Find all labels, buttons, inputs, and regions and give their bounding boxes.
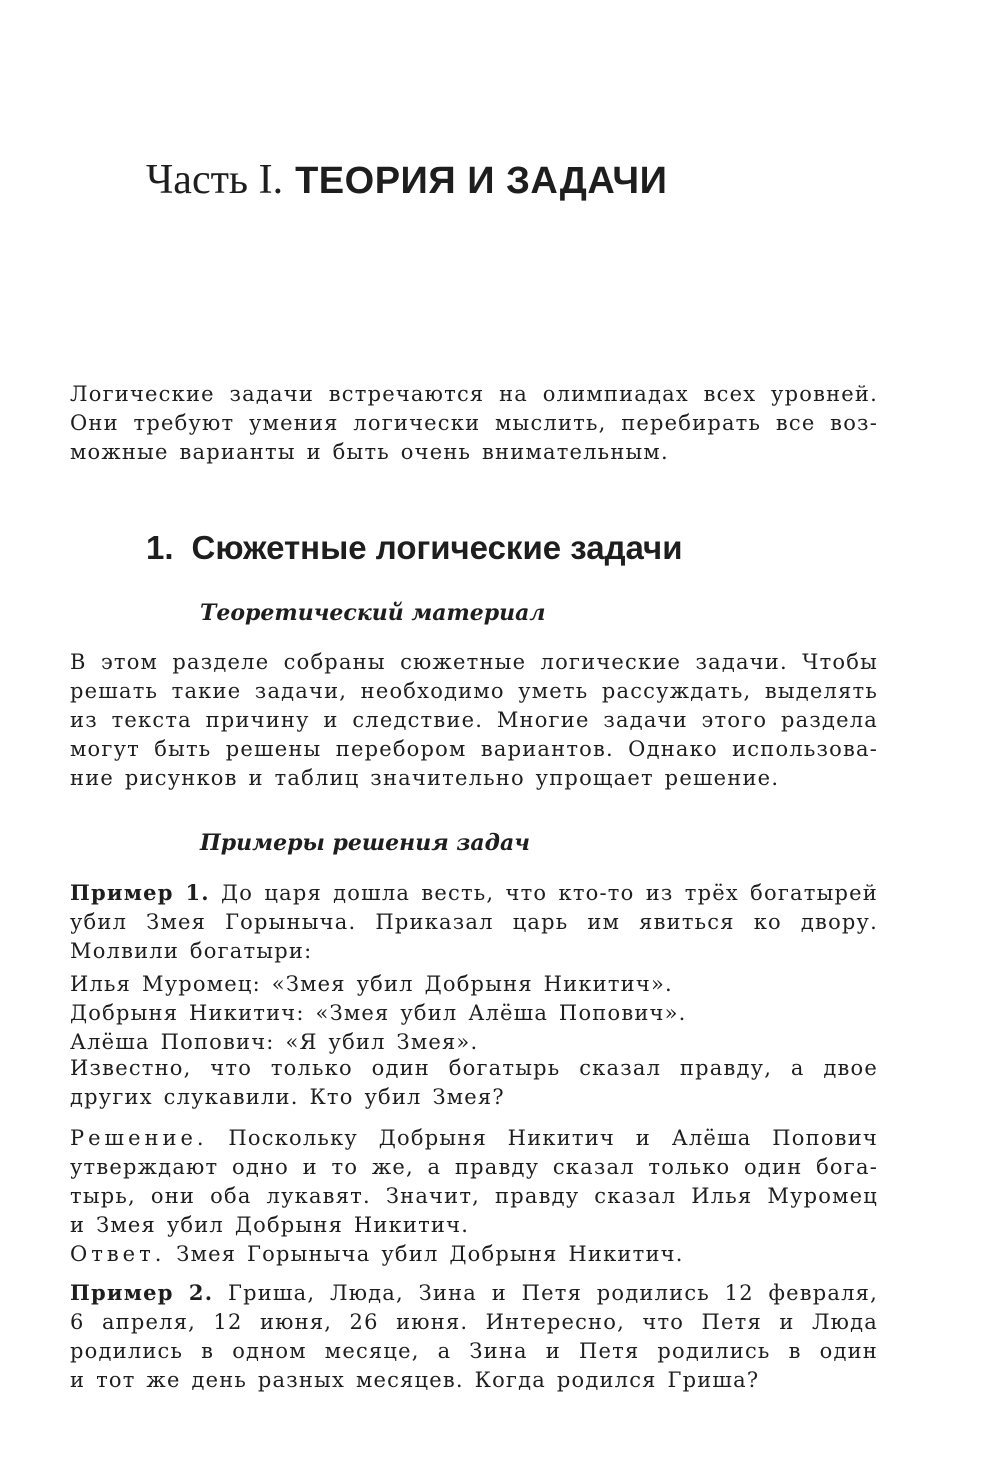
answer-line	[70, 1240, 878, 1269]
text-line: могут быть решены перебором вариантов. Однако использова-	[70, 737, 878, 761]
text-line: Они требуют умения логически мыслить, перебирать все воз-	[70, 411, 878, 435]
example-1-question	[70, 1054, 878, 1112]
text-line: Молвили богатыри:	[70, 939, 313, 963]
example-1-quotes	[70, 970, 878, 1057]
example-2-statement	[70, 1278, 878, 1395]
text-line: решать такие задачи, необходимо уметь рассуждать, выделять	[70, 679, 878, 703]
chapter-title	[146, 526, 683, 570]
example-1-solution	[70, 1124, 878, 1269]
chapter-number: 1.	[146, 529, 174, 566]
answer-label: Ответ.	[70, 1242, 166, 1266]
text-line: 6 апреля, 12 июня, 26 июня. Интересно, что Петя и Люда	[70, 1310, 878, 1334]
text-line: Известно, что только один богатырь сказал правду, а двое	[70, 1056, 878, 1080]
examples-heading: Примеры решения задач	[200, 830, 530, 856]
chapter-name: Сюжетные логические задачи	[191, 529, 683, 566]
text-line: можные варианты и быть очень внимательным.	[70, 440, 669, 464]
answer-text: Змея Горыныча убил Добрыня Никитич.	[176, 1242, 684, 1266]
text-line: из текста причину и следствие. Многие задачи этого раздела	[70, 708, 878, 732]
text-line	[70, 878, 878, 908]
text-line: и Змея убил Добрыня Никитич.	[70, 1213, 470, 1237]
text-line: Логические задачи встречаются на олимпиадах всех уровней.	[70, 382, 878, 406]
text-line	[70, 1278, 878, 1308]
text-line: утверждают одно и то же, а правду сказал только один бога-	[70, 1155, 878, 1179]
theory-paragraph	[70, 648, 878, 793]
text-line: и тот же день разных месяцев. Когда родился Гриша?	[70, 1368, 760, 1392]
example-1-statement	[70, 878, 878, 966]
text-line: других слукавили. Кто убил Змея?	[70, 1085, 505, 1109]
text-line: убил Змея Горыныча. Приказал царь им явиться ко двору.	[70, 910, 878, 934]
part-label: Часть I.	[146, 157, 284, 203]
text-line: тырь, они оба лукавят. Значит, правду сказал Илья Муромец	[70, 1184, 878, 1208]
theory-heading: Теоретический материал	[200, 600, 546, 626]
example-2-label: Пример 2.	[70, 1280, 214, 1305]
example-2-first-line: Гриша, Люда, Зина и Петя родились 12 февраля,	[227, 1281, 878, 1305]
solution-label: Решение.	[70, 1126, 208, 1150]
quote-line: Алёша Попович: «Я убил Змея».	[70, 1030, 479, 1054]
intro-paragraph	[70, 380, 878, 467]
text-line: родились в одном месяце, а Зина и Петя родились в один	[70, 1339, 878, 1363]
part-title	[146, 152, 667, 209]
text-line	[70, 1124, 878, 1153]
example-1-first-line: До царя дошла весть, что кто-то из трёх богатырей	[221, 881, 878, 905]
part-name: ТЕОРИЯ И ЗАДАЧИ	[295, 160, 668, 202]
solution-first-line: Поскольку Добрыня Никитич и Алёша Попович	[228, 1126, 878, 1150]
example-1-label: Пример 1.	[70, 880, 210, 905]
text-line: ние рисунков и таблиц значительно упрощает решение.	[70, 766, 780, 790]
quote-line: Илья Муромец: «Змея убил Добрыня Никитич».	[70, 972, 673, 996]
text-line: В этом разделе собраны сюжетные логические задачи. Чтобы	[70, 650, 878, 674]
quote-line: Добрыня Никитич: «Змея убил Алёша Попович».	[70, 1001, 687, 1025]
